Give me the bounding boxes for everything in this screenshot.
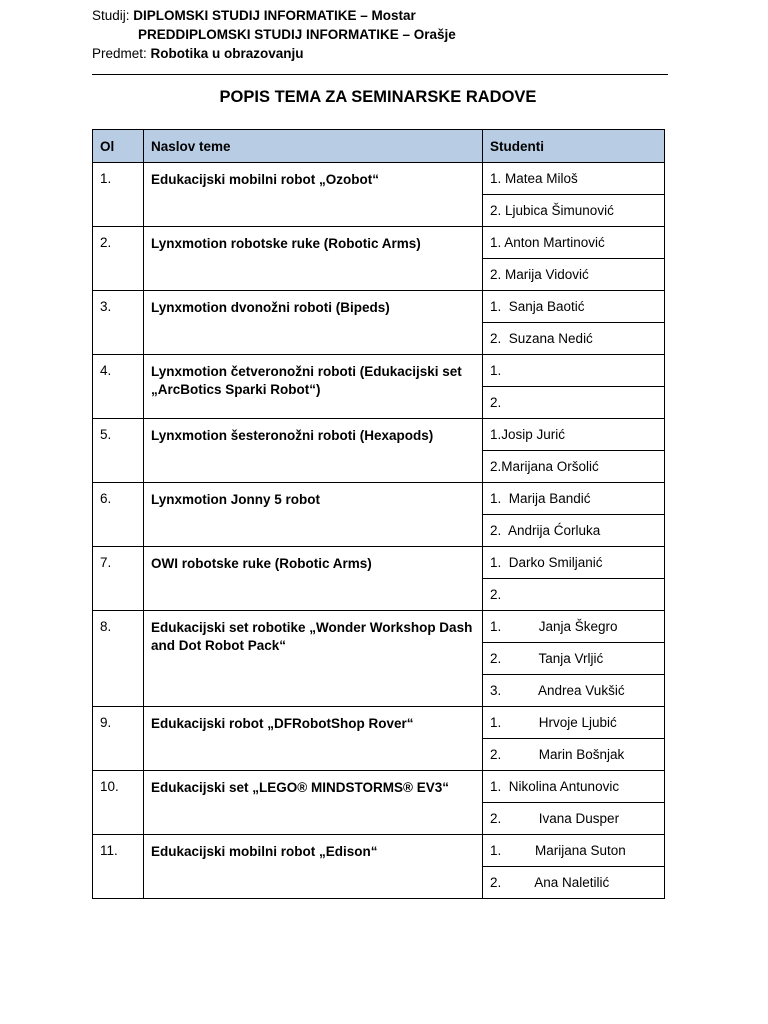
document-header	[92, 6, 672, 63]
column-header-students: Studenti	[483, 130, 665, 163]
topic-title: OWI robotske ruke (Robotic Arms)	[144, 547, 483, 611]
student-entry: 1. Janja Škegro	[483, 611, 665, 643]
student-entry: 1. Matea Miloš	[483, 163, 665, 195]
student-entry: 2. Ivana Dusper	[483, 803, 665, 835]
row-number: 4.	[93, 355, 144, 419]
table-row	[93, 355, 665, 387]
study-program-2: PREDDIPLOMSKI STUDIJ INFORMATIKE – Orašje	[138, 27, 456, 42]
student-entry: 1. Anton Martinović	[483, 227, 665, 259]
table-row	[93, 227, 665, 259]
student-entry: 2. Tanja Vrljić	[483, 643, 665, 675]
topic-title: Lynxmotion četveronožni roboti (Edukacijski set „ArcBotics Sparki Robot“)	[144, 355, 483, 419]
student-entry: 2. Andrija Ćorluka	[483, 515, 665, 547]
subject-label: Predmet:	[92, 46, 147, 61]
row-number: 1.	[93, 163, 144, 227]
subject-line	[92, 44, 672, 63]
table-header-row	[93, 130, 665, 163]
study-label: Studij:	[92, 8, 130, 23]
table-row	[93, 483, 665, 515]
student-entry: 2. Suzana Nedić	[483, 323, 665, 355]
topics-table	[92, 129, 665, 899]
column-header-topic: Naslov teme	[144, 130, 483, 163]
page-title: POPIS TEMA ZA SEMINARSKE RADOVE	[219, 88, 537, 106]
study-line-2	[92, 25, 672, 44]
row-number: 3.	[93, 291, 144, 355]
student-entry: 1. Nikolina Antunovic	[483, 771, 665, 803]
student-entry: 1. Hrvoje Ljubić	[483, 707, 665, 739]
table-row	[93, 611, 665, 643]
row-number: 8.	[93, 611, 144, 707]
table-row	[93, 771, 665, 803]
column-header-number: Ol	[93, 130, 144, 163]
student-entry: 1. Marija Bandić	[483, 483, 665, 515]
student-entry: 2.	[483, 579, 665, 611]
row-number: 10.	[93, 771, 144, 835]
topic-title: Edukacijski set robotike „Wonder Workshop Dash and Dot Robot Pack“	[144, 611, 483, 707]
header-divider	[92, 74, 668, 75]
row-number: 2.	[93, 227, 144, 291]
student-entry: 1. Darko Smiljanić	[483, 547, 665, 579]
subject-name: Robotika u obrazovanju	[150, 46, 304, 61]
student-entry: 2. Ana Naletilić	[483, 867, 665, 899]
topic-title: Edukacijski set „LEGO® MINDSTORMS® EV3“	[144, 771, 483, 835]
table-row	[93, 419, 665, 451]
student-entry: 2.Marijana Oršolić	[483, 451, 665, 483]
student-entry: 1. Sanja Baotić	[483, 291, 665, 323]
student-entry: 2. Ljubica Šimunović	[483, 195, 665, 227]
row-number: 5.	[93, 419, 144, 483]
row-number: 11.	[93, 835, 144, 899]
topic-title: Edukacijski robot „DFRobotShop Rover“	[144, 707, 483, 771]
table-row	[93, 163, 665, 195]
student-entry: 2. Marija Vidović	[483, 259, 665, 291]
topic-title: Edukacijski mobilni robot „Ozobot“	[144, 163, 483, 227]
study-line-1	[92, 6, 672, 25]
student-entry: 2.	[483, 387, 665, 419]
table-row	[93, 835, 665, 867]
topic-title: Edukacijski mobilni robot „Edison“	[144, 835, 483, 899]
topic-title: Lynxmotion Jonny 5 robot	[144, 483, 483, 547]
table-body	[93, 163, 665, 899]
student-entry: 2. Marin Bošnjak	[483, 739, 665, 771]
student-entry: 1.	[483, 355, 665, 387]
row-number: 7.	[93, 547, 144, 611]
study-program-1: DIPLOMSKI STUDIJ INFORMATIKE – Mostar	[133, 8, 416, 23]
student-entry: 1.Josip Jurić	[483, 419, 665, 451]
topic-title: Lynxmotion dvonožni roboti (Bipeds)	[144, 291, 483, 355]
table-row	[93, 291, 665, 323]
row-number: 6.	[93, 483, 144, 547]
topic-title: Lynxmotion robotske ruke (Robotic Arms)	[144, 227, 483, 291]
student-entry: 1. Marijana Suton	[483, 835, 665, 867]
table-row	[93, 707, 665, 739]
student-entry: 3. Andrea Vukšić	[483, 675, 665, 707]
topic-title: Lynxmotion šesteronožni roboti (Hexapods)	[144, 419, 483, 483]
row-number: 9.	[93, 707, 144, 771]
table-row	[93, 547, 665, 579]
